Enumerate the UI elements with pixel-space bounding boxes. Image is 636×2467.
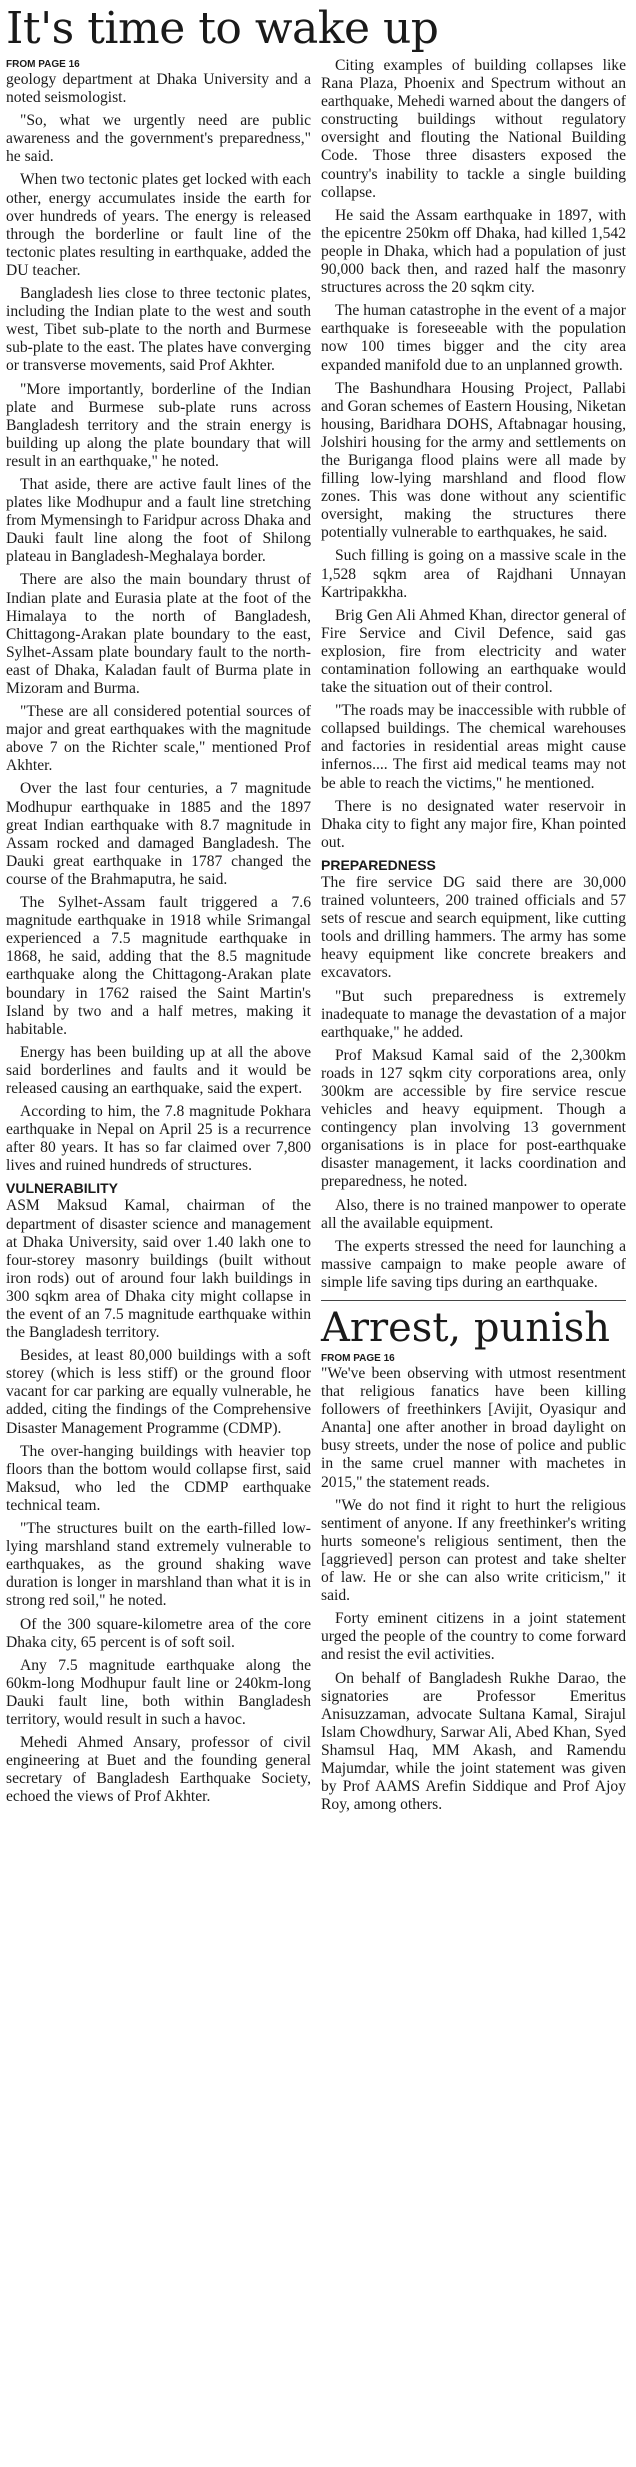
paragraph: "We do not find it right to hurt the religious sentiment of anyone. If any freethinker's writing hurts someone's religious sentiment, then the [aggrieved] person can protest and take shelter of law. He or she can also write criticism," it said.: [321, 1496, 626, 1605]
paragraph: Energy has been building up at all the above said borderlines and faults and it would be released causing an earthquake, said the expert.: [6, 1043, 311, 1097]
paragraph: Forty eminent citizens in a joint statement urged the people of the country to come forward and resist the evil activities.: [321, 1610, 626, 1664]
paragraph: Also, there is no trained manpower to operate all the available equipment.: [321, 1196, 626, 1232]
paragraph: ASM Maksud Kamal, chairman of the department of disaster science and management at Dhaka University, said over 1.40 lakh one to four-storey masonry buildings (built without iron rods) out of around four lakh buildings in 300 sqkm area of Dhaka city might collapse in the event of an 7.5 magnitude earthquake within the Bangladesh territory.: [6, 1197, 311, 1342]
column-right: [321, 57, 626, 1819]
paragraph: "But such preparedness is extremely inadequate to manage the devastation of a major earthquake," he added.: [321, 987, 626, 1041]
paragraph: The human catastrophe in the event of a major earthquake is foreseeable with the population now 100 times bigger and the city area expanded manifold due to an unplanned growth.: [321, 302, 626, 374]
paragraph: Such filling is going on a massive scale in the 1,528 sqkm area of Rajdhani Unnayan Kartripakkha.: [321, 547, 626, 601]
paragraph: Mehedi Ahmed Ansary, professor of civil engineering at Buet and the founding general secretary of Bangladesh Earthquake Society, echoed the views of Prof Akhter.: [6, 1734, 311, 1806]
article2-headline: Arrest, punish: [321, 1305, 611, 1351]
paragraph: Brig Gen Ali Ahmed Khan, director general of Fire Service and Civil Defence, said gas explosion, fire from electricity and water contamination following an earthquake would take the situation out of their control.: [321, 606, 626, 697]
paragraph: "The roads may be inaccessible with rubble of collapsed buildings. The chemical warehouses and factories in residential areas might cause infernos.... The first aid medical teams may not be able to reach the victims," he mentioned.: [321, 702, 626, 792]
paragraph: Prof Maksud Kamal said of the 2,300km roads in 127 sqkm city corporations area, only 300km are accessible by fire service rescue vehicles and heavy equipment. Though a contingency plan involving 13 government organisations is in place for post-earthquake disaster management, it lacks coordination and preparedness, he noted.: [321, 1046, 626, 1191]
paragraph: There is no designated water reservoir in Dhaka city to fight any major fire, Khan pointed out.: [321, 797, 626, 851]
paragraph: When two tectonic plates get locked with each other, energy accumulates inside the earth for over hundreds of years. The energy is released through the borderline or fault line of the tectonic plates resulting in earthquake, added the DU teacher.: [6, 171, 311, 279]
paragraph: "So, what we urgently need are public awareness and the government's preparedness," he said.: [6, 112, 311, 166]
paragraph: "The structures built on the earth-filled low-lying marshland stand extremely vulnerable to earthquakes, as the ground shaking wave duration is longer in marshland than what it is in strong red soil," he noted.: [6, 1520, 311, 1610]
paragraph: On behalf of Bangladesh Rukhe Darao, the signatories are Professor Emeritus Anisuzzaman, advocate Sultana Kamal, Sirajul Islam Chowdhury, Sarwar Ali, Abed Khan, Syed Shamsul Haq, MM Akash, and Ramendu Majumdar, while the joint statement was given by Prof AAMS Arefin Siddique and Prof Ajoy Roy, among others.: [321, 1669, 626, 1814]
paragraph: "These are all considered potential sources of major and great earthquakes with the magnitude above 7 on the Richter scale," mentioned Prof Akhter.: [6, 703, 311, 775]
article-columns: [6, 57, 632, 1819]
paragraph: He said the Assam earthquake in 1897, with the epicentre 250km off Dhaka, had killed 1,542 people in Dhaka, which had a population of just 90,000 back then, and razed half the masonry structures across the 20 sqkm city.: [321, 206, 626, 297]
section-heading-vulnerability: VULNERABILITY: [6, 1180, 118, 1197]
paragraph: "More importantly, borderline of the Indian plate and Burmese sub-plate runs across Bangladesh territory and the strain energy is building up along the plate boundary that will result in an earthquake," he noted.: [6, 380, 311, 470]
paragraph: Of the 300 square-kilometre area of the core Dhaka city, 65 percent is of soft soil.: [6, 1615, 311, 1651]
paragraph: The experts stressed the need for launching a massive campaign to make people aware of simple life saving tips during an earthquake.: [321, 1237, 626, 1291]
section-heading-preparedness: PREPAREDNESS: [321, 856, 436, 873]
paragraph: The Sylhet-Assam fault triggered a 7.6 magnitude earthquake in 1918 while Srimangal experienced a 7.5 magnitude earthquake in 1868, he said, adding that the 8.5 magnitude earthquake along the Chittagong-Arakan plate boundary in 1762 raised the Saint Martin's Island by two and a half metres, making it habitable.: [6, 894, 311, 1038]
paragraph: According to him, the 7.8 magnitude Pokhara earthquake in Nepal on April 25 is a recurrence after 80 years. It has so far claimed over 7,800 lives and ruined hundreds of structures.: [6, 1103, 311, 1175]
paragraph: Any 7.5 magnitude earthquake along the 60km-long Modhupur fault line or 240km-long Dauki fault line, both within Bangladesh territory, would result in such a havoc.: [6, 1656, 311, 1728]
paragraph: Citing examples of building collapses like Rana Plaza, Phoenix and Spectrum without an earthquake, Mehedi warned about the dangers of constructing buildings without regulatory oversight and flouting the National Building Code. Those three disasters exposed the country's inability to tackle a single building collapse.: [321, 57, 626, 201]
paragraph: Besides, at least 80,000 buildings with a soft storey (which is less stiff) or the ground floor vacant for car parking are equally vulnerable, he added, citing the findings of the Comprehensive Disaster Management Programme (CDMP).: [6, 1347, 311, 1437]
paragraph: That aside, there are active fault lines of the plates like Modhupur and a fault line stretching from Mymensingh to Faridpur across Dhaka and Dauki fault line along the foot of Shilong plateau in Bangladesh-Meghalaya border.: [6, 475, 311, 566]
continued-from-label: FROM PAGE 16: [321, 1353, 395, 1364]
paragraph: Over the last four centuries, a 7 magnitude Modhupur earthquake in 1885 and the 1897 great Indian earthquake with 8.7 magnitude in Assam rocked and damaged Bangladesh. The Dauki great earthquake in 1787 changed the course of the Brahmaputra, he said.: [6, 780, 311, 888]
paragraph: geology department at Dhaka University and a noted seismologist.: [6, 71, 311, 107]
paragraph: The over-hanging buildings with heavier top floors than the bottom would collapse first, said Maksud, who led the CDMP earthquake technical team.: [6, 1442, 311, 1514]
column-left: [6, 57, 311, 1819]
paragraph: There are also the main boundary thrust of Indian plate and Eurasia plate at the foot of the Himalaya to the north of Bangladesh, Chittagong-Arakan plate boundary to the east, Sylhet-Assam plate boundary fault to the north-east of Dhaka, Kaladan fault of Burma plate in Mizoram and Burma.: [6, 571, 311, 697]
paragraph: The fire service DG said there are 30,000 trained volunteers, 200 trained officials and 57 sets of rescue and search equipment, like cutting tools and drilling hammers. The army has some heavy equipment like concrete breakers and excavators.: [321, 873, 626, 982]
paragraph: Bangladesh lies close to three tectonic plates, including the Indian plate to the west and south west, Tibet sub-plate to the north and Burmese sub-plate to the east. The plates have converging or transverse movements, said Prof Akhter.: [6, 285, 311, 375]
article-divider: [321, 1300, 626, 1301]
paragraph: "We've been observing with utmost resentment that religious fanatics have been killing followers of freethinkers [Avijit, Oyasiqur and Ananta] one after another in broad daylight on busy streets, under the nose of police and public in the same cruel manner with machetes in 2015," the statement reads.: [321, 1365, 626, 1491]
article-headline: It's time to wake up: [6, 3, 439, 54]
paragraph: The Bashundhara Housing Project, Pallabi and Goran schemes of Eastern Housing, Niketan housing, Baridhara DOHS, Aftabnagar housing, Jolshiri housing for the army and settlements on the Buriganga flood plains were all made by filling low-lying marshland and flood flow zones. This was done without any scientific oversight, making the structures there potentially vulnerable to earthquakes, he said.: [321, 379, 626, 542]
continued-from-label: FROM PAGE 16: [6, 59, 80, 70]
